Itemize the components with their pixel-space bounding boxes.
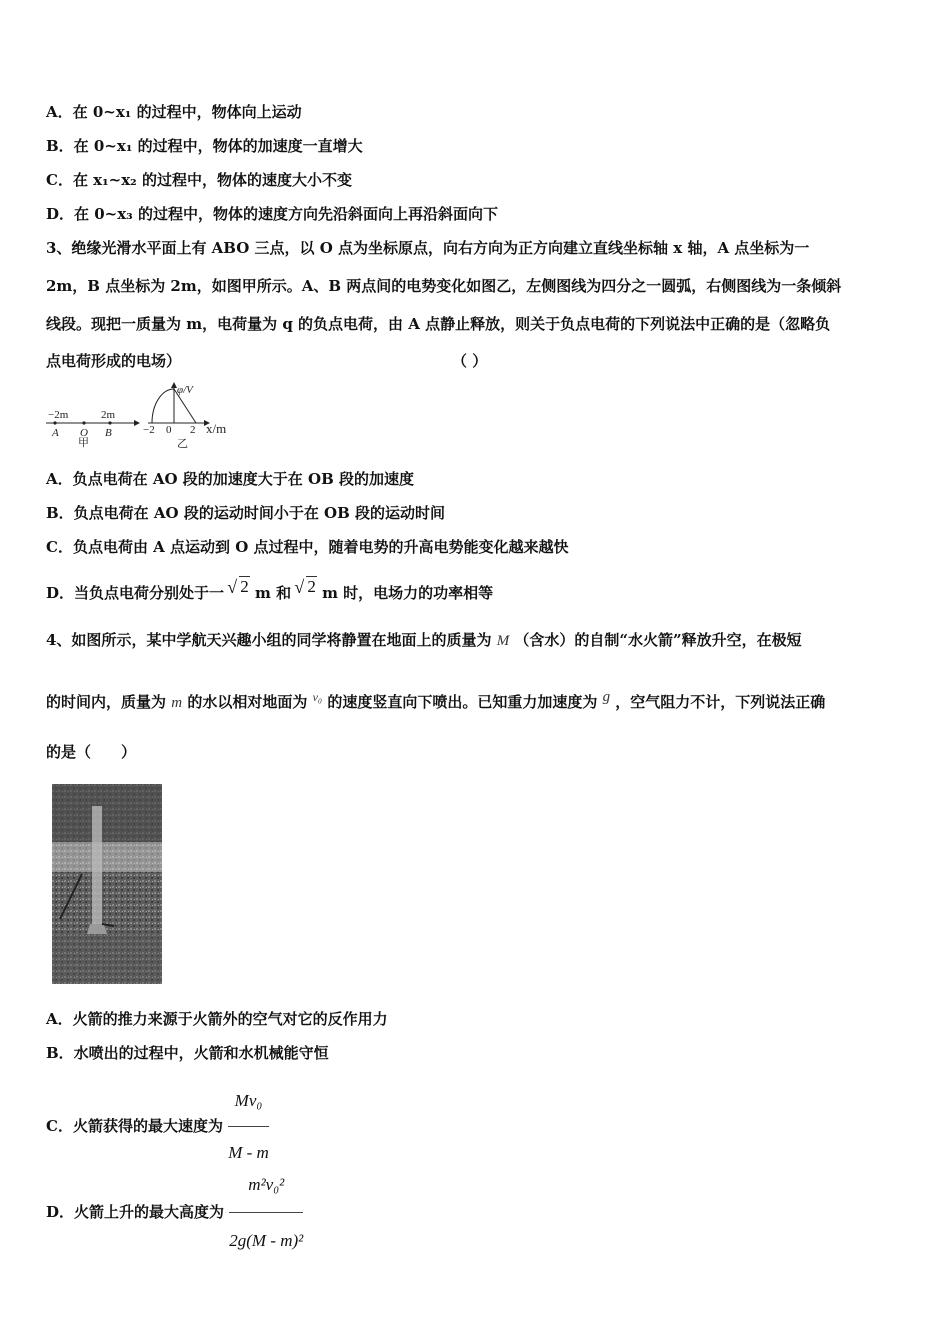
q4-option-d: D．火箭上升的最大高度为 $\frac{\text{m²v₀²}}{\text{2g(M - m)²}}$ <box>46 1160 303 1266</box>
max-velocity-fraction: $\frac{\text{Mv₀}}{M - m}$ <box>228 1078 269 1176</box>
jia-axis-arrow <box>134 420 140 426</box>
max-height-fraction: $\frac{\text{m²v₀²}}{\text{2g(M - m)²}}$ <box>229 1160 303 1266</box>
q2-option-d: D．在 0~x₃ 的过程中，物体的速度方向先沿斜面向上再沿斜面向下 <box>46 205 498 223</box>
q2-option-b: B．在 0~x₁ 的过程中，物体的加速度一直增大 <box>46 137 363 155</box>
q3-option-c: C．负点电荷由 A 点运动到 O 点过程中，随着电势的升高电势能变化越来越快 <box>46 538 569 556</box>
q3-answer-bracket: （ ） <box>452 352 488 370</box>
yi-tick-neg: −2 <box>143 424 155 436</box>
q3-option-b: B．负点电荷在 AO 段的运动时间小于在 OB 段的运动时间 <box>46 504 446 522</box>
symbol-m: m <box>171 695 183 711</box>
q2-option-c: C．在 x₁~x₂ 的过程中，物体的速度大小不变 <box>46 171 352 189</box>
point-a-label: A <box>52 427 59 439</box>
q4-option-b: B．水喷出的过程中，火箭和水机械能守恒 <box>46 1044 329 1062</box>
water-rocket-image <box>52 784 162 984</box>
yi-tick-zero: 0 <box>166 424 172 436</box>
q2-option-a: A．在 0~x₁ 的过程中，物体向上运动 <box>46 103 302 121</box>
point-b-dot <box>108 421 111 424</box>
jia-label-left: −2m <box>48 409 69 421</box>
q3-stem-line-1: 3、绝缘光滑水平面上有 ABO 三点，以 O 点为坐标原点，向右方向为正方向建立直线坐标轴 x 轴，A 点坐标为一 <box>46 239 810 257</box>
point-b-label: B <box>105 427 112 439</box>
yi-y-label: φ/V <box>177 384 193 396</box>
q3-stem-line-4: 点电荷形成的电场） <box>46 352 182 370</box>
q3-figure <box>44 380 244 452</box>
q3-stem-line-2: 2m，B 点坐标为 2m，如图甲所示。A、B 两点间的电势变化如图乙，左侧图线为四分之一圆弧，右侧图线为一条倾斜 <box>46 277 842 295</box>
water-rocket-photo <box>52 784 162 984</box>
symbol-v0: v₀ <box>312 690 323 704</box>
q4-option-c: C．火箭获得的最大速度为 $\frac{\text{Mv₀}}{M - m}$ <box>46 1078 269 1176</box>
q4-stem-line-3: 的是（ ） <box>46 743 137 761</box>
q4-stem-line-2: 的时间内，质量为 m 的水以相对地面为 $^{v_0}$ 的速度竖直向下喷出。已知重力加速度为 g ，空气阻力不计，下列说法正确 <box>46 689 826 711</box>
sqrt-expression-1: √ 2 <box>229 583 250 603</box>
q3-stem-line-3: 线段。现把一质量为 m，电荷量为 q 的负点电荷，由 A 点静止释放，则关于负点电荷的下列说法中正确的是（忽略负 <box>46 315 831 333</box>
jia-label-right: 2m <box>101 409 116 421</box>
jia-caption: 甲 <box>78 437 89 449</box>
sqrt-expression-2: √ 2 <box>296 583 317 603</box>
q4-option-a: A．火箭的推力来源于火箭外的空气对它的反作用力 <box>46 1010 388 1028</box>
symbol-M: M <box>496 633 510 649</box>
point-a-dot <box>53 421 56 424</box>
q3-option-a: A．负点电荷在 AO 段的加速度大于在 OB 段的加速度 <box>46 470 414 488</box>
symbol-g: g <box>602 689 611 705</box>
point-o-label: O <box>80 427 88 439</box>
q3-option-d: D．当负点电荷分别处于一 √ 2 m 和 √ 2 m 时，电场力的功率相等 <box>46 583 493 603</box>
yi-caption: 乙 <box>177 438 188 450</box>
yi-x-label: x/m <box>206 421 227 436</box>
yi-tick-pos: 2 <box>190 424 196 436</box>
point-o-dot <box>82 421 85 424</box>
q4-stem-line-1: 4、如图所示，某中学航天兴趣小组的同学将静置在地面上的质量为 M （含水）的自制“水火箭”释放升空，在极短 <box>46 631 802 649</box>
